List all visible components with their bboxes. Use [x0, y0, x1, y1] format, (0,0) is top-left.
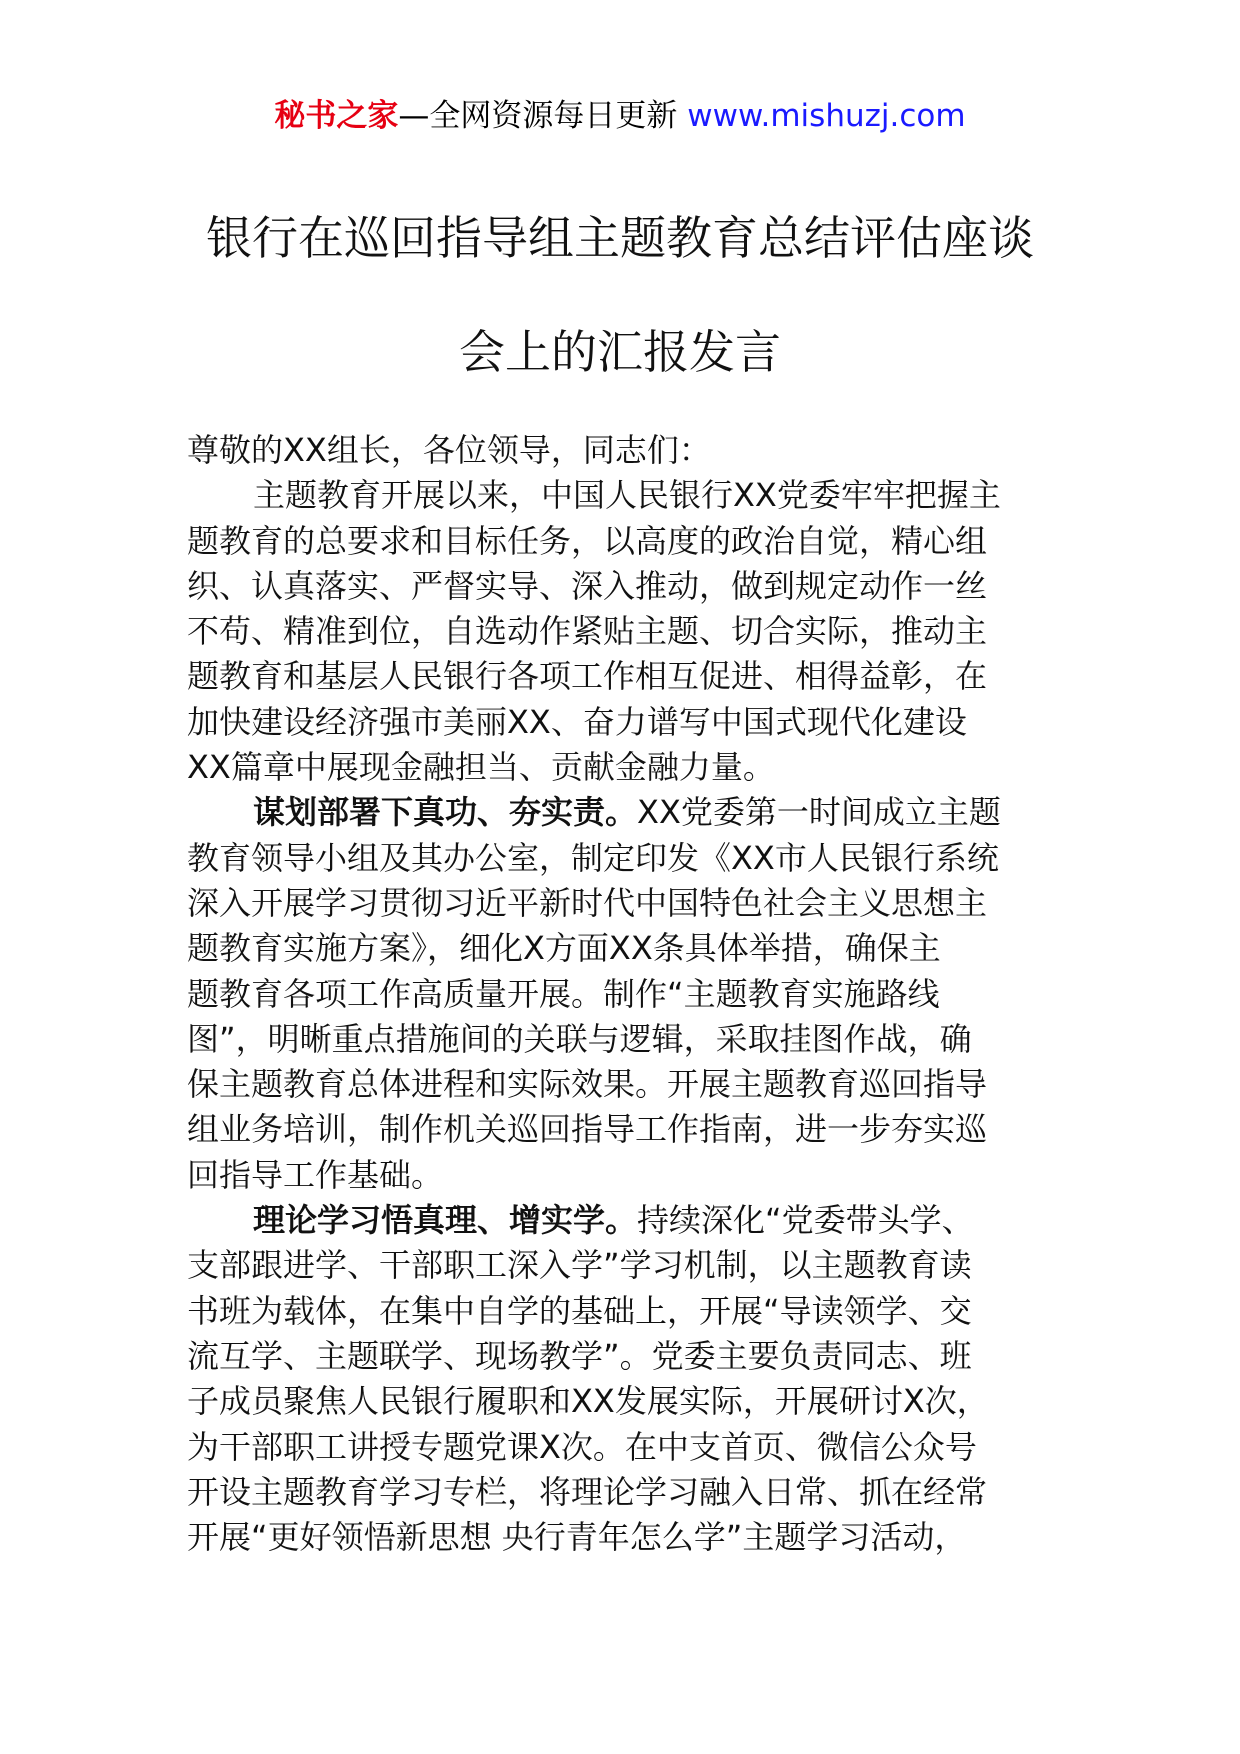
paragraph-3-line: 流互学、主题联学、现场教学”。党委主要负责同志、班 [187, 1336, 972, 1375]
paragraph-3-line: 子成员聚焦人民银行履职和XX发展实际，开展研讨X次， [187, 1382, 989, 1421]
document-title-line-1: 银行在巡回指导组主题教育总结评估座谈 [206, 211, 1034, 265]
paragraph-2-line: 组业务培训，制作机关巡回指导工作指南，进一步夯实巡 [187, 1110, 988, 1149]
paragraph-3-line: 为干部职工讲授专题党课X次。在中支首页、微信公众号 [187, 1427, 977, 1466]
paragraph-3-line: 支部跟进学、干部职工深入学”学习机制，以主题教育读 [187, 1246, 972, 1285]
paragraph-1-line: 主题教育开展以来，中国人民银行XX党委牢牢把握主 [253, 476, 1001, 515]
paragraph-2-first-line [187, 790, 1055, 835]
paragraph-2-line: 深入开展学习贯彻习近平新时代中国特色社会主义思想主 [187, 883, 988, 922]
paragraph-1-line: 加快建设经济强市美丽XX、奋力谱写中国式现代化建设 [187, 702, 967, 741]
paragraph-1-line: 不苟、精准到位，自选动作紧贴主题、切合实际，推动主 [187, 612, 988, 651]
paragraph-3-text: 持续深化“党委带头学、 [637, 1201, 974, 1240]
paragraph-2-line: 保主题教育总体进程和实际效果。开展主题教育巡回指导 [187, 1065, 988, 1104]
paragraph-2-heading: 谋划部署下真功、夯实责。 [253, 793, 638, 832]
page-header [0, 96, 1240, 136]
paragraph-2-line: 题教育各项工作高质量开展。制作“主题教育实施路线 [187, 974, 940, 1013]
paragraph-3-line: 书班为载体，在集中自学的基础上，开展“导读领学、交 [187, 1291, 972, 1330]
paragraph-3-line: 开设主题教育学习专栏，将理论学习融入日常、抓在经常 [187, 1472, 988, 1511]
website-link[interactable]: www.mishuzj.com [687, 98, 966, 134]
paragraph-1-line: 题教育的总要求和目标任务，以高度的政治自觉，精心组 [187, 521, 988, 560]
paragraph-2-line: 图”，明晰重点措施间的关联与逻辑，采取挂图作战，确 [187, 1019, 972, 1058]
paragraph-3-first-line [187, 1198, 1055, 1243]
brand-name: 秘书之家 [274, 98, 399, 134]
document-title-line-2: 会上的汇报发言 [459, 325, 781, 379]
paragraph-1-line: 织、认真落实、严督实导、深入推动，做到规定动作一丝 [187, 566, 988, 605]
paragraph-2-line: 回指导工作基础。 [187, 1155, 444, 1194]
paragraph-2-text: XX党委第一时间成立主题 [637, 793, 1001, 832]
paragraph-3-heading: 理论学习悟真理、增实学。 [253, 1201, 638, 1240]
header-slogan: —全网资源每日更新 [398, 98, 678, 134]
greeting: 尊敬的XX组长，各位领导，同志们： [187, 431, 711, 469]
paragraph-2-line: 教育领导小组及其办公室，制定印发《XX市人民银行系统 [187, 838, 999, 877]
paragraph-2-line: 题教育实施方案》，细化X方面XX条具体举措，确保主 [187, 929, 941, 968]
paragraph-3-line: 开展“更好领悟新思想 央行青年怎么学”主题学习活动， [187, 1518, 967, 1557]
document-body [187, 428, 1055, 1560]
paragraph-1-line: XX篇章中展现金融担当、贡献金融力量。 [187, 748, 775, 787]
paragraph-1-line: 题教育和基层人民银行各项工作相互促进、相得益彰，在 [187, 657, 988, 696]
